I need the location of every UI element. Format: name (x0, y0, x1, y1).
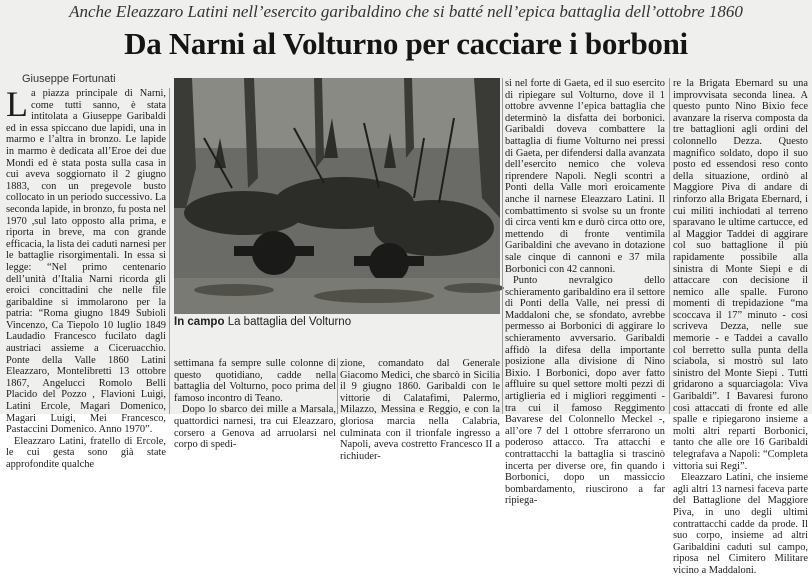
column-1-paragraph-1-text: a piazza principale di Narni, come tutti sanno, è stata intitolata a Giuseppe Garibaldi ed in essa spiccano due lapidi, una in marmo e l’altra in bronzo. Le lapide in marmo è dedicata all’Eroe dei due Mondi ed è stata posta sulla casa in cui aveva soggiornato il 2 giugno 1883, con un pregevole busto collocato in un periodo successivo. La seconda lapide, in bronzo, fu posta nel 1970 ,sul lato opposto alla prima, e riporta in breve, ma con grande efficacia, la lista dei caduti narnesi per le battaglie risorgimentali. In essa si legge: “Nel primo centenario dell’unità d’Italia Narni ricorda gli eroici concittadini che nelle file garibaldine si immolarono per la patria: “Roma giugno 1849 Subioli Vincenzo, Ca Tiepolo 10 luglio 1849 Laudadio Francesco fucilato dagli austriaci assieme a Ciceruacchio. Ponte della Valle 1860 Latini Eleazzaro, Montelibretti 13 ottobre 1867, Angelucci Romolo Belli Placido del Pozzo , Flavioni Luigi, Latini Ercole, Magari Domenico, Magari Luigi, Mei Francesco, Pastaccini Domenico. Anno 1970”. (6, 88, 166, 436)
column-rule (669, 78, 670, 414)
column-5 (673, 78, 808, 576)
kicker-line: Anche Eleazzaro Latini nell’esercito garibaldino che si batté nell’epica battaglia dell’ottobre 1860 (69, 2, 743, 21)
caption-label: In campo (174, 316, 225, 328)
column-rule (169, 88, 170, 414)
battle-illustration (174, 78, 500, 314)
column-3 (340, 358, 500, 462)
byline: Giuseppe Fortunati (22, 73, 116, 85)
column-1-paragraph-1 (6, 84, 166, 436)
battle-illustration-drawing (174, 78, 500, 314)
column-2 (174, 358, 336, 451)
column-4 (505, 78, 665, 507)
caption-text: La battaglia del Volturno (227, 316, 352, 328)
column-3-paragraph-1: zione, comandato dal Generale Giacomo Medici, che sbarcò in Sicilia il 9 giugno 1860. Garibaldi con le vittorie di Calatafimi, Palermo, Milazzo, Messina e Reggio, e con la gloriosa marcia nella Calabria, culminata con il trionfale ingresso a Napoli, aveva costretto Francesco II a richiuder- (340, 358, 500, 462)
column-2-paragraph-2: Dopo lo sbarco dei mille a Marsala, quattordici narnesi, tra cui Eleazzaro, corsero a Genova ad arruolarsi nel corpo di spedi- (174, 404, 336, 451)
column-rule (337, 358, 338, 414)
column-rule (502, 78, 503, 414)
column-4-paragraph-1: si nel forte di Gaeta, ed il suo esercito di ripiegare sul Volturno, dove il 1 ottobre avvenne l’epica battaglia che determinò la disfatta dei borbonici. Garibaldi doveva combattere la battaglia di fiume Volturno nei pressi di Gaeta, per difendersi dalla avanzata dell’esercito nemico che voleva riprendere Napoli. Negli scontri a Ponti della Valle morì eroicamente anche il narnese Eleazzaro Latini. Il combattimento si svolse su un fronte di circa venti km e durò circa otto ore, mettendo di fronte ventimila Garibaldini che avevano in dotazione sale cinque di cannoni e 37 mila Borbonici con 42 cannoni. (505, 78, 665, 275)
drop-cap: L (6, 84, 28, 124)
headline: Da Narni al Volturno per cacciare i borboni (124, 26, 688, 61)
column-4-paragraph-2: Punto nevralgico dello schieramento garibaldino era il settore di Ponti della Valle, nei pressi di Maddaloni che, se sfondato, avrebbe permesso ai Borbonici di aggirare lo schieramento avversario. Garibaldi affidò la difesa della importante posizione alla divisione di Nino Bixio. I Borbonici, dopo aver fatto affluire su quel settore molti pezzi di artiglieria ed i migliori reggimenti - tra cui il famoso Reggimento Bavarese del Colonnello Meckel -, all’ore 7 del 1 ottobre sferrarono un poderoso attacco. Tra attacchi e contrattacchi la battaglia si trascinò incerta per diverse ore, fin quando i Borbonici, dopo un massiccio bombardamento, riuscirono a far ripiega- (505, 275, 665, 507)
column-2-paragraph-1: settimana fa sempre sulle colonne di questo quotidiano, cadde nella battaglia del Volturno, poco prima del famoso incontro di Teano. (174, 358, 336, 404)
column-5-paragraph-2: Eleazzaro Latini, che insieme agli altri 13 narnesi faceva parte del Battaglione del Maggiore Piva, in uno degli ultimi contrattacchi cadde da prode. Il suo corpo, insieme ad altri Garibaldini caduti sul campo, riposa nel Cimitero Militare vicino a Maddaloni. (673, 472, 808, 576)
column-1 (6, 84, 166, 470)
column-5-paragraph-1: re la Brigata Ebernard su una improvvisata seconda linea. A questo punto Nino Bixio fece avanzare la riserva composta da tre battaglioni agli ordini del colonnello Dezza. Questo magnifico soldato, dopo il suo posto ed essendosi reso conto della situazione, ordinò al Maggiore Piva di andare di rinforzo alla Brigata Ebernard, i cui militi inchiodati al terreno sparavano le ultime cartucce, ed al Maggior Taddei di aggirare col suo battaglione il più rapidamente possibile alla sinistra di Monte Siepi e di attaccare con decisione il nemico alle spalle. Furono momenti di trepidazione “ma scoccava il 17” minuto - così scriveva Dezza, nelle sue memorie - e Taddei a cavallo col berretto sulla punta della sciabola, si mostrò sul lato sinistro del Monte Siepi . Tutti gridarono a squarciagola: Viva Garibaldi”. I Bavaresi furono così attaccati di fronte ed alle spalle e ripiegarono insieme a molti altri reparti Borbonici, tanto che alle ore 16 Garibaldi telegrafava a Napoli: “Completa vittoria sui Regi”. (673, 78, 808, 472)
photo-caption (174, 316, 500, 328)
column-1-paragraph-2: Eleazzaro Latini, fratello di Ercole, le cui gesta sono già state approfondite qualche (6, 435, 166, 470)
